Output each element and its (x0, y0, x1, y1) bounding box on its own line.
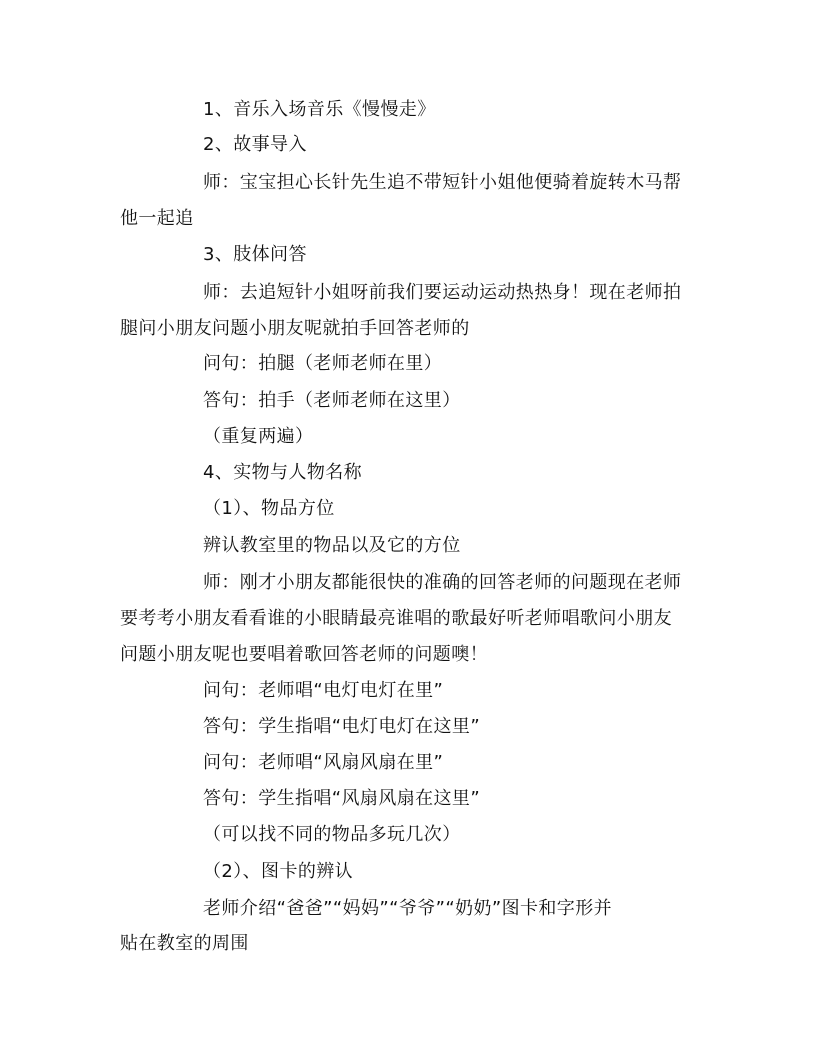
text-line: 师：去追短针小姐呀前我们要运动运动热热身！现在老师拍 (203, 282, 682, 303)
text-line: 要考考小朋友看看谁的小眼睛最亮谁唱的歌最好听老师唱歌问小朋友 (120, 608, 672, 629)
text-line: 贴在教室的周围 (120, 933, 249, 954)
text-line: 问题小朋友呢也要唱着歌回答老师的问题噢！ (120, 644, 488, 665)
text-line: 腿问小朋友问题小朋友呢就拍手回答老师的 (120, 318, 470, 339)
text-line: 问句：老师唱“电灯电灯在里” (203, 680, 444, 701)
text-line: （可以找不同的物品多玩几次） (203, 824, 461, 845)
text-line: 1、音乐入场音乐《慢慢走》 (203, 99, 436, 120)
text-line: 他一起追 (120, 208, 194, 229)
text-line: 老师介绍“爸爸”“妈妈”“爷爷”“奶奶”图卡和字形并 (203, 898, 612, 919)
text-line: （重复两遍） (203, 426, 314, 447)
text-line: 答句：学生指唱“电灯电灯在这里” (203, 716, 481, 737)
text-line: 答句：拍手（老师老师在这里） (203, 390, 461, 411)
text-line: 辨认教室里的物品以及它的方位 (203, 535, 461, 556)
text-line: 答句：学生指唱“风扇风扇在这里” (203, 788, 481, 809)
text-line: 2、故事导入 (203, 134, 307, 155)
text-line: 师：刚才小朋友都能很快的准确的回答老师的问题现在老师 (203, 572, 682, 593)
text-line: 问句：拍腿（老师老师在里） (203, 353, 443, 374)
text-line: 问句：老师唱“风扇风扇在里” (203, 752, 444, 773)
text-line: 4、实物与人物名称 (203, 462, 363, 483)
text-line: （2）、图卡的辨认 (203, 861, 354, 882)
text-line: 3、肢体问答 (203, 244, 307, 265)
text-line: 师：宝宝担心长针先生追不带短针小姐他便骑着旋转木马帮 (203, 172, 682, 193)
text-line: （1）、物品方位 (203, 498, 335, 519)
